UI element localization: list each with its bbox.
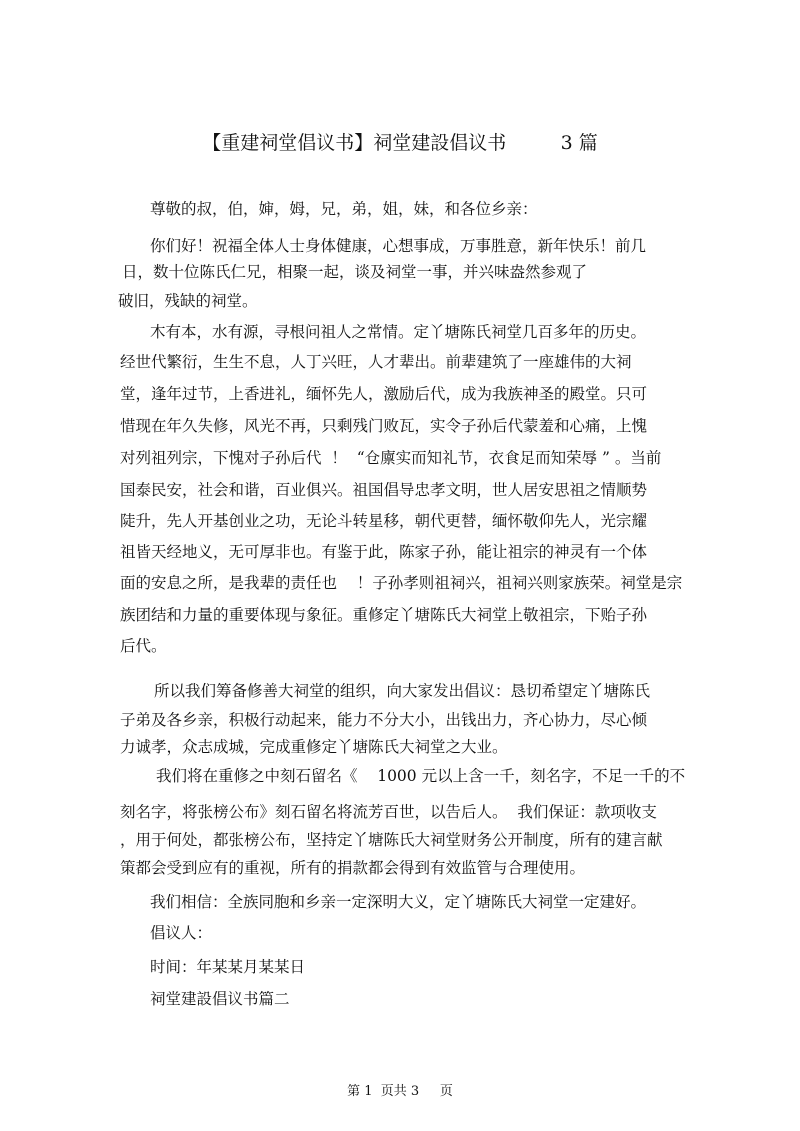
paragraph-line: 刻名字，将张榜公布》刻石留名将流芳百世，以告后人。 我们保证：款项收支 bbox=[120, 803, 657, 821]
paragraph-line: 经世代繁衍，生生不息，人丁兴旺，人才辈出。前辈建筑了一座雄伟的大祠 bbox=[120, 353, 632, 371]
paragraph-line: 族团结和力量的重要体现与象征。重修定丫塘陈氏大祠堂上敬祖宗，下贻子孙 bbox=[120, 606, 648, 624]
paragraph-line: 日，数十位陈氏仁兄，相聚一起，谈及祠堂一事，并兴味盎然参观了 bbox=[122, 263, 588, 281]
date-label: 时间：年某某月某某日 bbox=[150, 958, 306, 976]
paragraph-line: 木有本，水有源，寻根问祖人之常情。定丫塘陈氏祠堂几百多年的历史。 bbox=[150, 323, 647, 341]
paragraph-line: 力诚孝，众志成城，完成重修定丫塘陈氏大祠堂之大业。 bbox=[120, 738, 508, 756]
paragraph-line: 你们好！祝福全体人士身体健康，心想事成，万事胜意，新年快乐！前几 bbox=[150, 237, 647, 255]
paragraph-line: 策都会受到应有的重视，所有的捐款都会得到有效监管与合理使用。 bbox=[120, 859, 586, 877]
paragraph-line: 堂，逢年过节，上香进礼，缅怀先人，激励后代，成为我族神圣的殿堂。只可 bbox=[120, 385, 648, 403]
section-heading: 祠堂建設倡议书篇二 bbox=[150, 990, 290, 1008]
salutation: 尊敬的叔，伯，婶，姆，兄，弟，姐，妹，和各位乡亲： bbox=[150, 200, 538, 218]
paragraph-line: 子弟及各乡亲，积极行动起来，能力不分大小，出钱出力，齐心协力，尽心倾 bbox=[120, 711, 648, 729]
document-title: 【重建祠堂倡议书】祠堂建設倡议书 3 篇 bbox=[202, 132, 598, 154]
paragraph-line: 我们相信：全族同胞和乡亲一定深明大义，定丫塘陈氏大祠堂一定建好。 bbox=[150, 893, 647, 911]
paragraph-line: 惜现在年久失修，风光不再，只剩残门败瓦，实令子孙后代蒙羞和心痛，上愧 bbox=[120, 417, 648, 435]
paragraph-line: 后代。 bbox=[120, 637, 167, 655]
paragraph-line: 所以我们筹备修善大祠堂的组织，向大家发出倡议：恳切希望定丫塘陈氏 bbox=[154, 682, 651, 700]
paragraph-line: 陡升，先人开基创业之功，无论斗转星移，朝代更替，缅怀敬仰先人，光宗耀 bbox=[120, 512, 648, 530]
paragraph-line: 破旧，残缺的祠堂。 bbox=[118, 292, 258, 310]
signer-label: 倡议人： bbox=[150, 924, 213, 942]
page-footer: 第 1 页共 3 页 bbox=[347, 1084, 453, 1099]
paragraph-line: 祖皆天经地义，无可厚非也。有鉴于此，陈家子孙，能让祖宗的神灵有一个体 bbox=[120, 543, 648, 561]
paragraph-line: 对列祖列宗，下愧对子孙后代 ！ “仓廪实而知礼节，衣食足而知荣辱 ” 。当前 bbox=[120, 449, 662, 467]
paragraph-line: 我们将在重修之中刻石留名《 1000 元以上含一千，刻名字，不足一千的不 bbox=[156, 767, 686, 785]
paragraph-line: ，用于何处，都张榜公布，坚持定丫塘陈氏大祠堂财务公开制度，所有的建言献 bbox=[120, 831, 663, 849]
paragraph-line: 国泰民安，社会和谐，百业俱兴。祖国倡导忠孝文明，世人居安思祖之情顺势 bbox=[120, 481, 648, 499]
paragraph-line: 面的安息之所，是我辈的责任也 ！子孙孝则祖祠兴，祖祠兴则家族荣。祠堂是宗 bbox=[120, 574, 683, 592]
